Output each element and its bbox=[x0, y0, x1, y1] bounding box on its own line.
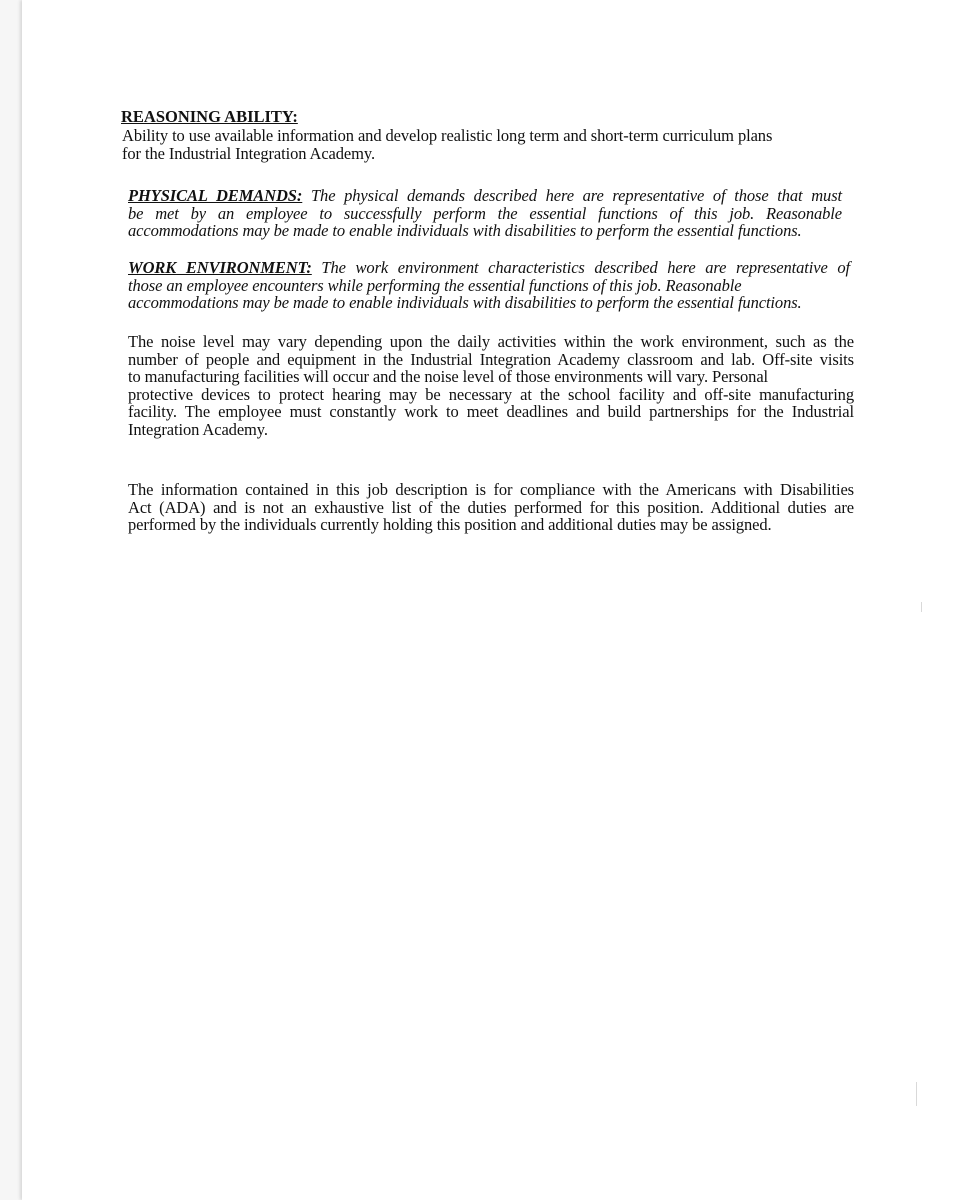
physical-demands-label: PHYSICAL DEMANDS: bbox=[128, 186, 303, 205]
reasoning-ability-heading: REASONING ABILITY: bbox=[121, 107, 298, 126]
scan-artifact bbox=[921, 602, 922, 612]
paragraph-line: performed by the individuals currently holding this position and additional duties may be assigned. bbox=[128, 515, 772, 534]
paragraph-line: The information contained in this job description is for compliance with the Americans with Disabilities bbox=[128, 480, 854, 499]
paragraph-text: The physical demands described here are representative of those that must bbox=[302, 186, 842, 205]
paragraph-line: The noise level may vary depending upon the daily activities within the work environment, such as the bbox=[128, 332, 854, 351]
work-environment-label: WORK ENVIRONMENT: bbox=[128, 258, 312, 277]
paragraph-line: to manufacturing facilities will occur and the noise level of those environments will vary. Personal bbox=[128, 367, 769, 386]
paragraph-line: protective devices to protect hearing may be necessary at the school facility and off-site manufacturing bbox=[128, 384, 854, 404]
ada-compliance-paragraph bbox=[128, 481, 854, 534]
paragraph-line: Integration Academy. bbox=[128, 419, 268, 439]
paragraph-text: The work environment characteristics described here are representative of bbox=[311, 258, 850, 277]
paragraph-line bbox=[128, 259, 850, 277]
paragraph-line: be met by an employee to successfully perform the essential functions of this job. Reasonable bbox=[128, 203, 842, 223]
physical-demands-paragraph bbox=[128, 187, 842, 240]
paragraph-line: number of people and equipment in the Industrial Integration Academy classroom and lab. Off-site visits bbox=[128, 349, 854, 369]
paragraph-line: accommodations may be made to enable individuals with disabilities to perform the essential functions. bbox=[128, 221, 802, 240]
paragraph-line: accommodations may be made to enable individuals with disabilities to perform the essential functions. bbox=[128, 293, 802, 312]
reasoning-ability-paragraph bbox=[122, 127, 862, 162]
work-environment-paragraph bbox=[128, 259, 850, 312]
paragraph-line: Act (ADA) and is not an exhaustive list of the duties performed for this position. Additional duties are bbox=[128, 497, 854, 517]
paragraph-line: for the Industrial Integration Academy. bbox=[122, 143, 375, 163]
paragraph-line: facility. The employee must constantly work to meet deadlines and build partnerships for the Industrial bbox=[128, 402, 854, 421]
paragraph-line bbox=[128, 187, 842, 205]
paragraph-line: those an employee encounters while performing the essential functions of this job. Reasonable bbox=[128, 275, 742, 295]
paragraph-line: Ability to use available information and develop realistic long term and short-term curriculum plans bbox=[122, 126, 773, 145]
noise-level-paragraph bbox=[128, 333, 854, 438]
scan-artifact bbox=[916, 1082, 917, 1106]
